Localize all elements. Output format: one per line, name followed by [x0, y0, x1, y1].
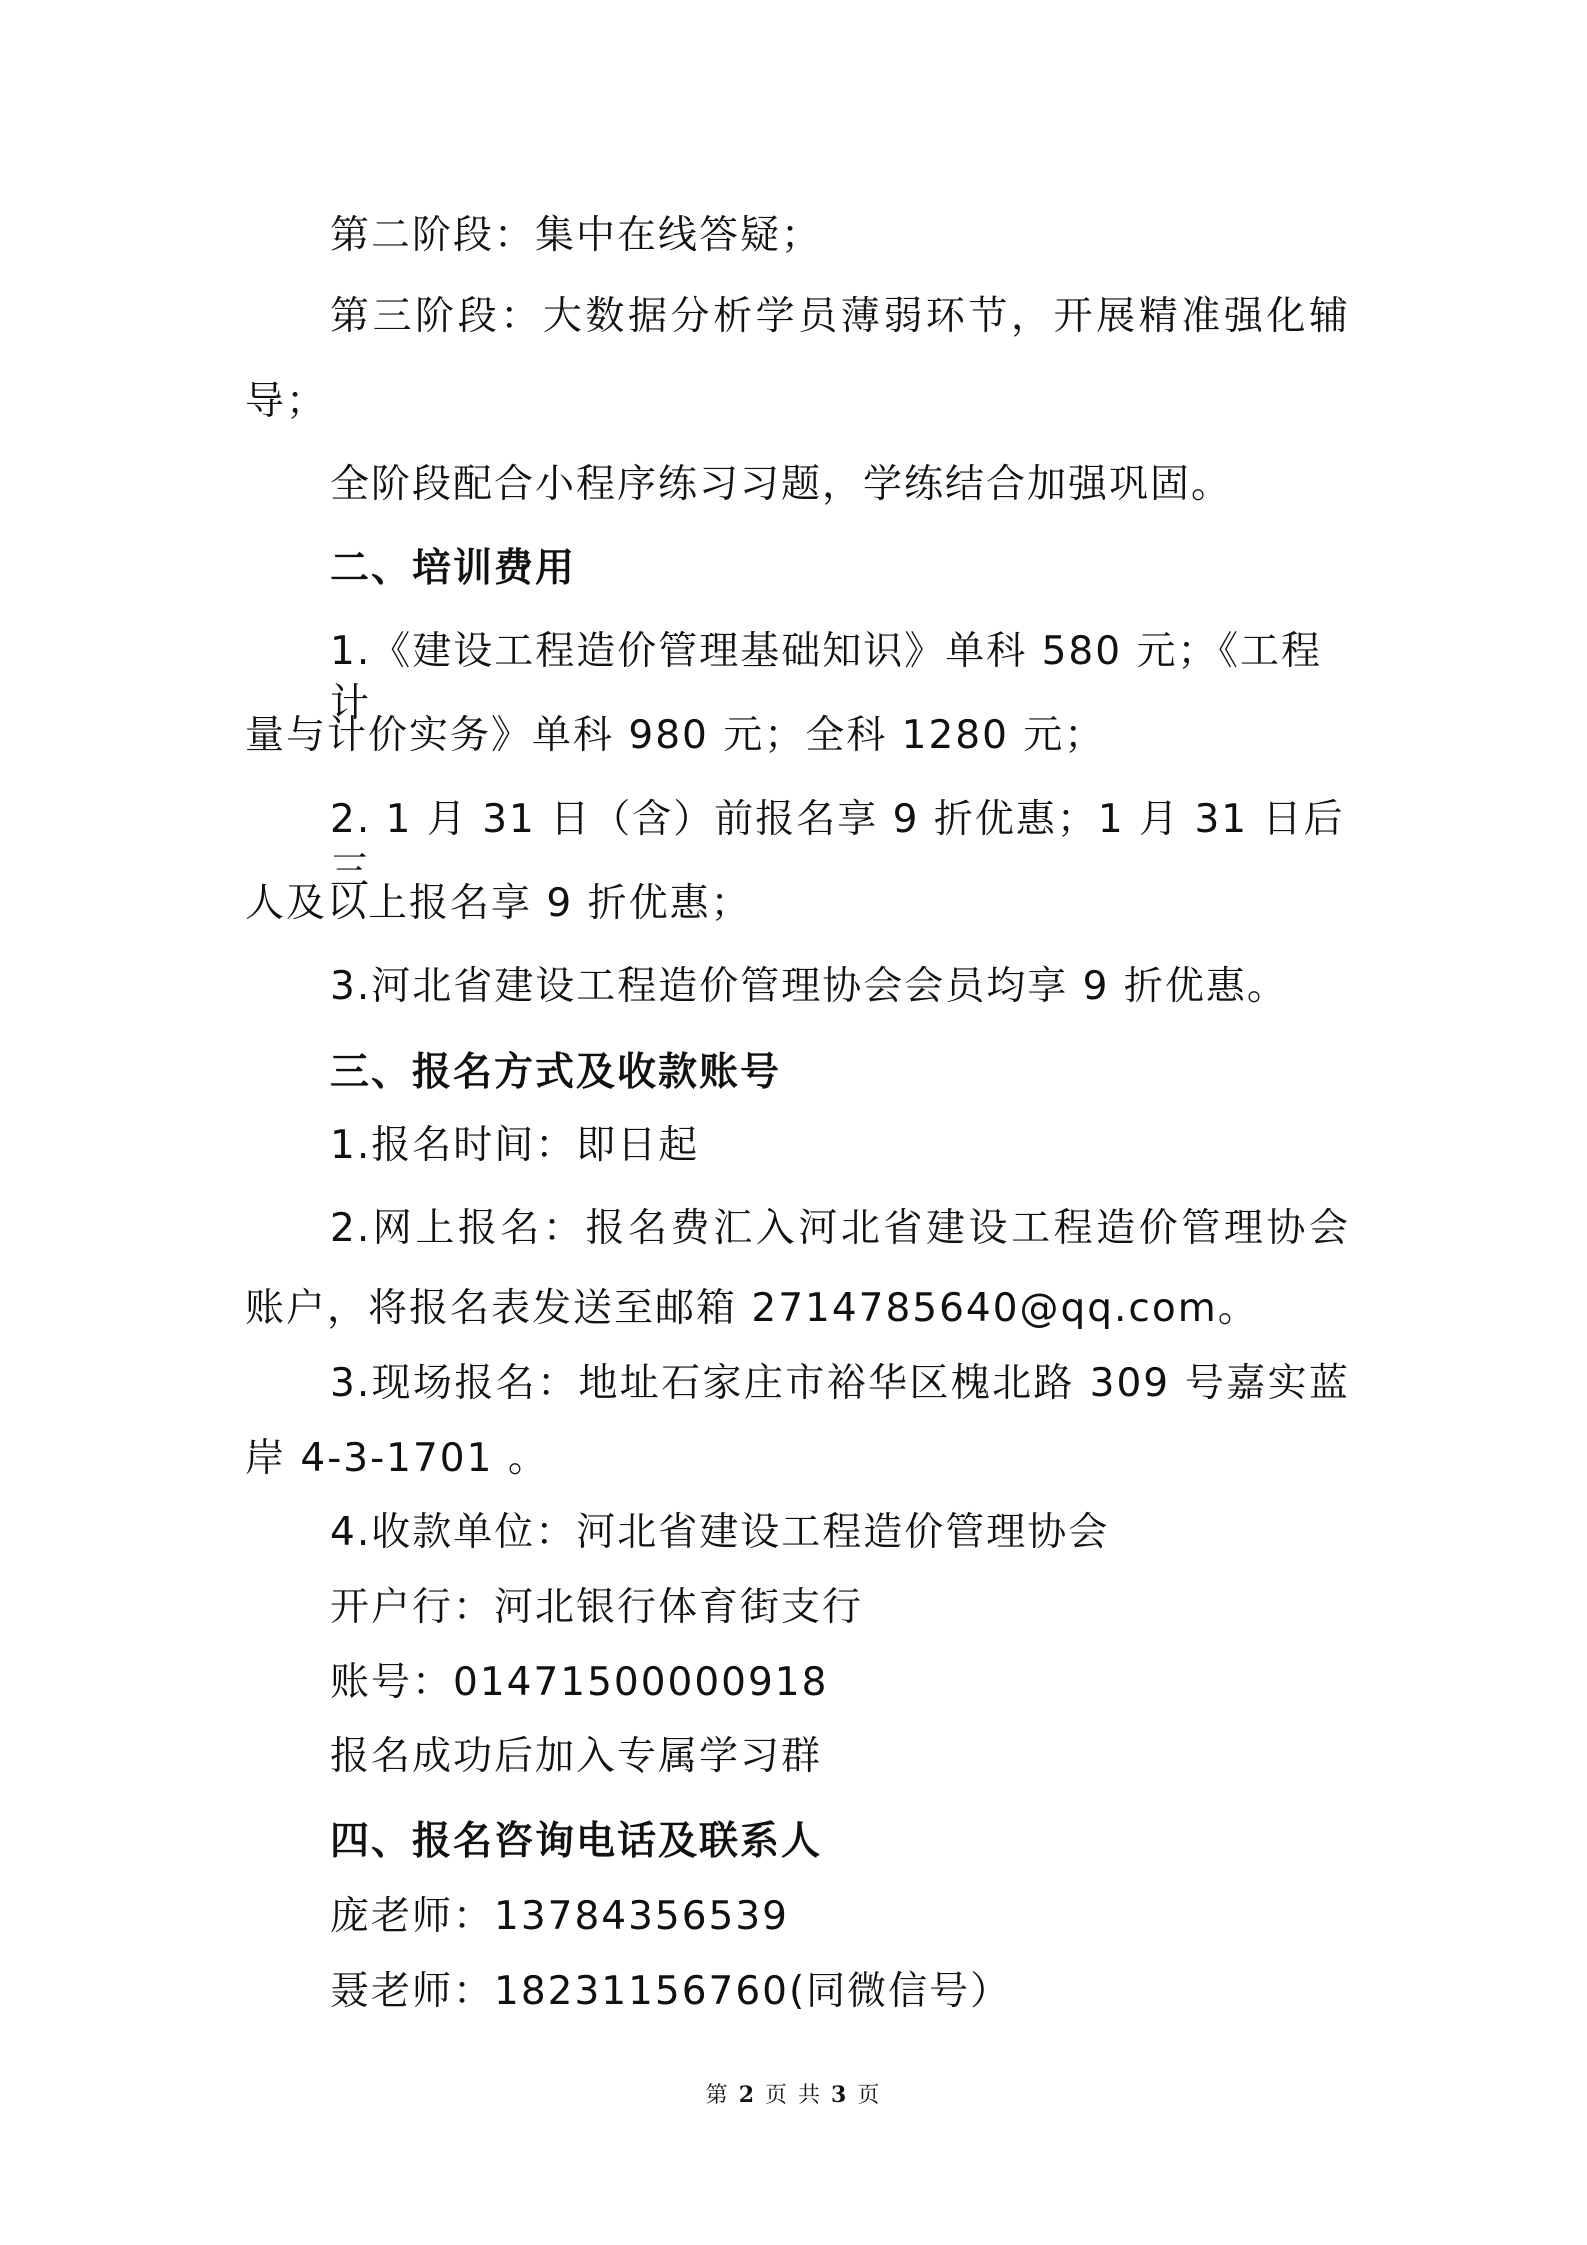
paragraph-online-reg-line2: 账户，将报名表发送至邮箱 2714785640@qq.com。	[245, 1286, 1259, 1331]
footer-middle: 页 共	[765, 2083, 822, 2108]
paragraph-reg-time: 1.报名时间：即日起	[330, 1123, 700, 1168]
paragraph-contact-pang: 庞老师：13784356539	[330, 1894, 789, 1939]
paragraph-onsite-reg-line1: 3.现场报名：地址石家庄市裕华区槐北路 309 号嘉实蓝	[330, 1361, 1350, 1406]
paragraph-bank: 开户行：河北银行体育街支行	[330, 1585, 864, 1630]
paragraph-all-stages: 全阶段配合小程序练习习题，学练结合加强巩固。	[330, 462, 1233, 507]
paragraph-account: 账号：01471500000918	[330, 1660, 829, 1705]
section-heading-registration: 三、报名方式及收款账号	[330, 1050, 782, 1095]
paragraph-stage3-line1: 第三阶段：大数据分析学员薄弱环节，开展精准强化辅	[330, 294, 1350, 339]
footer-suffix: 页	[857, 2083, 882, 2108]
paragraph-fee2-line2: 人及以上报名享 9 折优惠；	[245, 881, 752, 926]
section-heading-contacts: 四、报名咨询电话及联系人	[330, 1819, 823, 1864]
paragraph-fee2-line1: 2. 1 月 31 日（含）前报名享 9 折优惠；1 月 31 日后三	[330, 797, 1345, 894]
footer-page-number: 2	[738, 2082, 756, 2108]
paragraph-onsite-reg-line2: 岸 4-3-1701 。	[245, 1436, 549, 1481]
footer-prefix: 第	[705, 2083, 730, 2108]
paragraph-payee: 4.收款单位：河北省建设工程造价管理协会	[330, 1510, 1110, 1555]
paragraph-contact-nie: 聂老师：18231156760(同微信号）	[330, 1969, 1012, 2014]
paragraph-after-reg: 报名成功后加入专属学习群	[330, 1734, 823, 1779]
paragraph-fee1-line1: 1.《建设工程造价管理基础知识》单科 580 元；《工程计	[330, 629, 1322, 726]
section-heading-fees: 二、培训费用	[330, 546, 577, 591]
paragraph-stage2: 第二阶段：集中在线答疑；	[330, 213, 823, 258]
page-footer	[0, 2080, 1587, 2111]
footer-total-pages: 3	[831, 2082, 849, 2108]
paragraph-fee1-line2: 量与计价实务》单科 980 元；全科 1280 元；	[245, 713, 1106, 758]
paragraph-online-reg-line1: 2.网上报名：报名费汇入河北省建设工程造价管理协会	[330, 1206, 1350, 1251]
paragraph-fee3: 3.河北省建设工程造价管理协会会员均享 9 折优惠。	[330, 964, 1288, 1009]
paragraph-stage3-line2: 导；	[245, 379, 328, 424]
